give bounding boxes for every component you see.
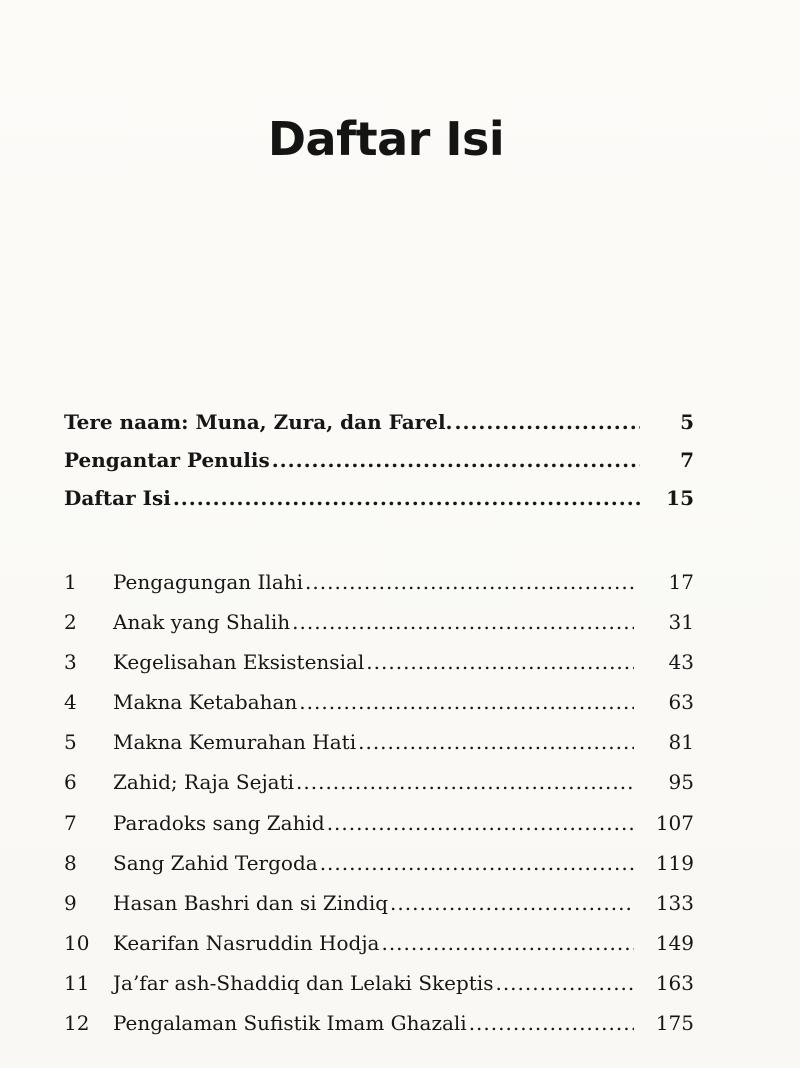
chapter-title: Pengagungan Ilahi bbox=[113, 570, 304, 594]
chapter-title: Sang Zahid Tergoda bbox=[113, 850, 318, 875]
chapter-title: Hasan Bashri dan si Zindiq bbox=[113, 890, 389, 915]
dot-leader bbox=[455, 410, 640, 434]
dot-leader bbox=[390, 891, 634, 915]
toc-entry-page: 7 bbox=[680, 448, 694, 472]
dot-leader bbox=[272, 448, 640, 472]
toc-entry-chapter bbox=[64, 770, 694, 810]
chapter-page: 95 bbox=[668, 770, 694, 795]
toc-entry-front-matter bbox=[64, 448, 694, 486]
chapter-title: Zahid; Raja Sejati bbox=[113, 770, 295, 795]
dot-leader bbox=[173, 486, 640, 510]
chapter-page: 149 bbox=[655, 930, 694, 955]
chapter-page: 31 bbox=[668, 610, 694, 635]
chapter-page: 43 bbox=[668, 650, 694, 675]
chapter-title: Kegelisahan Eksistensial bbox=[113, 650, 365, 675]
chapter-number: 7 bbox=[64, 810, 77, 835]
chapter-number: 12 bbox=[64, 1011, 90, 1036]
chapter-title: Makna Kemurahan Hati bbox=[113, 730, 357, 755]
front-matter-list bbox=[64, 410, 694, 524]
dot-leader bbox=[320, 851, 634, 875]
chapter-number: 11 bbox=[64, 970, 90, 995]
page-title: Daftar Isi bbox=[267, 112, 505, 166]
chapter-number: 5 bbox=[64, 730, 77, 755]
chapter-page: 133 bbox=[655, 890, 694, 915]
dot-leader bbox=[305, 570, 634, 594]
toc-entry-chapter bbox=[64, 730, 694, 770]
chapter-number: 4 bbox=[64, 690, 77, 715]
toc-entry-label: Daftar Isi bbox=[64, 486, 171, 510]
chapter-number: 9 bbox=[64, 890, 77, 915]
toc-entry-page: 15 bbox=[666, 486, 694, 510]
toc-entry-chapter bbox=[64, 610, 694, 650]
dot-leader bbox=[495, 971, 634, 995]
dot-leader bbox=[296, 770, 634, 794]
toc-entry-chapter bbox=[64, 650, 694, 690]
chapter-number: 1 bbox=[64, 570, 77, 594]
dot-leader bbox=[358, 730, 634, 754]
toc-entry-chapter bbox=[64, 971, 694, 1011]
chapter-page: 119 bbox=[655, 850, 694, 875]
chapter-number: 3 bbox=[64, 650, 77, 675]
toc-entry-page: 5 bbox=[680, 410, 694, 434]
chapter-page: 163 bbox=[655, 970, 694, 995]
dot-leader bbox=[469, 1011, 634, 1035]
chapter-number: 2 bbox=[64, 610, 77, 635]
dot-leader bbox=[381, 931, 634, 955]
toc-entry-chapter bbox=[64, 570, 694, 610]
dot-leader bbox=[366, 650, 634, 674]
chapter-title: Ja’far ash-Shaddiq dan Lelaki Skeptis bbox=[113, 970, 494, 995]
toc-entry-chapter bbox=[64, 851, 694, 891]
chapter-page: 81 bbox=[668, 730, 694, 755]
chapter-number: 6 bbox=[64, 770, 77, 795]
toc-entry-chapter bbox=[64, 690, 694, 730]
chapter-title: Kearifan Nasruddin Hodja bbox=[113, 930, 380, 955]
chapter-title: Paradoks sang Zahid bbox=[113, 810, 325, 835]
dot-leader bbox=[327, 811, 634, 835]
toc-entry-label: Tere naam: Muna, Zura, dan Farel. bbox=[64, 410, 453, 434]
toc-entry-chapter bbox=[64, 931, 694, 971]
chapter-number: 8 bbox=[64, 850, 77, 875]
chapter-page: 17 bbox=[668, 570, 694, 594]
chapter-title: Pengalaman Sufistik Imam Ghazali bbox=[113, 1011, 467, 1036]
toc-entry-front-matter bbox=[64, 410, 694, 448]
chapter-number: 10 bbox=[64, 930, 90, 955]
chapter-page: 63 bbox=[668, 690, 694, 715]
toc-entry-chapter bbox=[64, 811, 694, 851]
toc-entry-chapter bbox=[64, 891, 694, 931]
dot-leader bbox=[299, 690, 634, 714]
toc-entry-front-matter bbox=[64, 486, 694, 524]
toc-entry-chapter bbox=[64, 1011, 694, 1051]
chapter-page: 107 bbox=[655, 810, 694, 835]
chapter-page: 175 bbox=[655, 1011, 694, 1036]
chapter-title: Makna Ketabahan bbox=[113, 690, 298, 715]
chapter-list bbox=[64, 570, 694, 1051]
toc-entry-label: Pengantar Penulis bbox=[64, 448, 270, 472]
dot-leader bbox=[292, 610, 634, 634]
chapter-title: Anak yang Shalih bbox=[113, 610, 291, 635]
